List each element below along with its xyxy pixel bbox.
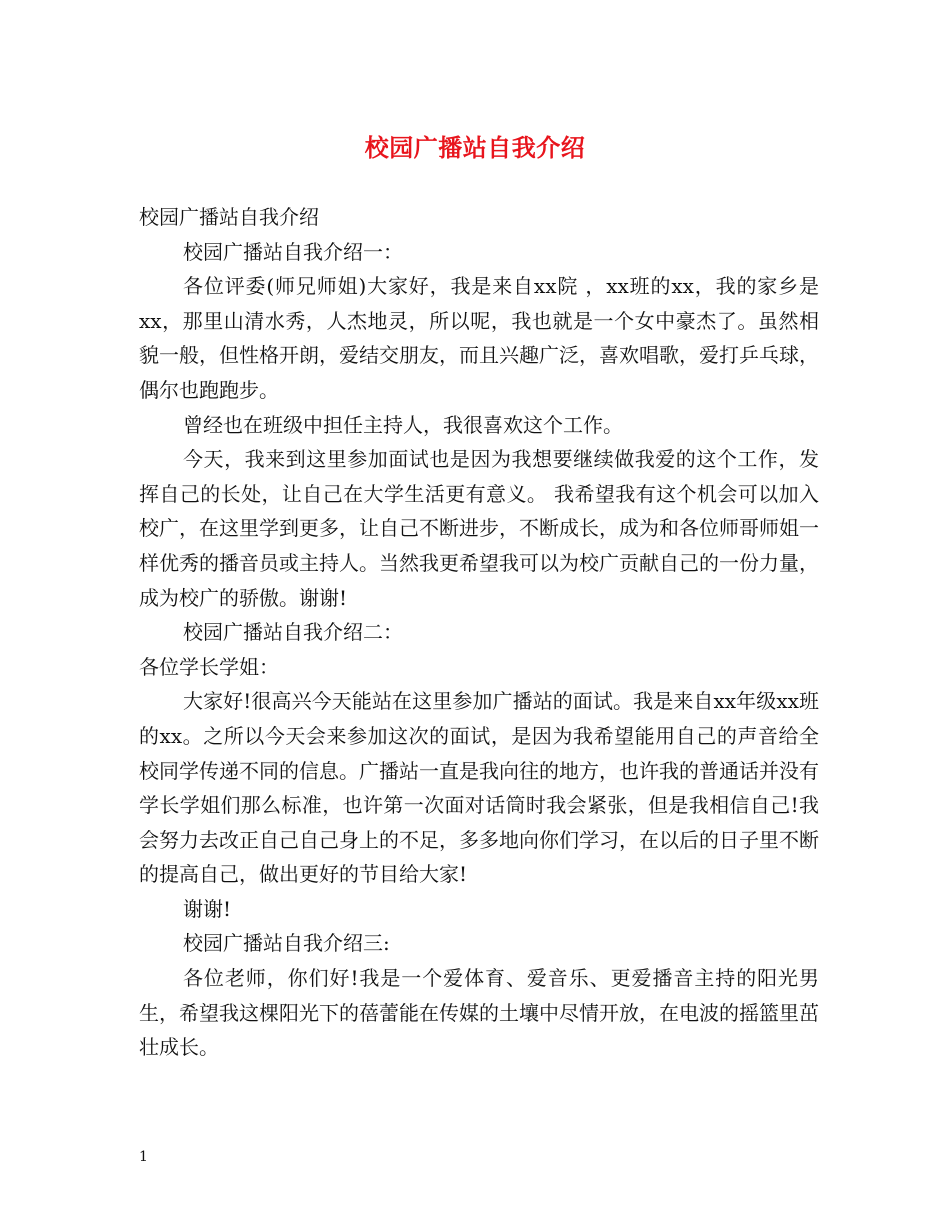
paragraph: 校园广播站自我介绍	[139, 205, 319, 229]
section-heading-1: 校园广播站自我介绍一：	[183, 239, 403, 264]
document-title: 校园广播站自我介绍	[364, 133, 586, 162]
paragraph: 曾经也在班级中担任主持人，我很喜欢这个工作。	[183, 412, 623, 437]
page-number: 1	[139, 1149, 148, 1165]
paragraph: 大家好!很高兴今天能站在这里参加广播站的面试。我是来自xx年级xx班的xx。之所以今天会来参加这次的面试，是因为我希望能用自己的声音给全校同学传递不同的信息。广播站一直是我向往的地方，也许我的普通话并没有学长学姐们那么标准，也许第一次面对话筒时我会紧张，但是我相信自己!我会努力去改正自己自己身上的不足，多多地向你们学习，在以后的日子里不断的提高自己，做出更好的节目给大家!	[139, 689, 819, 887]
paragraph: 今天，我来到这里参加面试也是因为我想要继续做我爱的这个工作，发挥自己的长处，让自己在大学生活更有意义。 我希望我有这个机会可以加入校广，在这里学到更多，让自己不断进步，不断成长，成为和各位师哥师姐一样优秀的播音员或主持人。当然我更希望我可以为校广贡献自己的一份力量，成为校广的骄傲。谢谢!	[139, 447, 819, 610]
paragraph: 谢谢!	[183, 896, 232, 921]
paragraph: 各位老师，你们好!我是一个爱体育、爱音乐、更爱播音主持的阳光男生，希望我这棵阳光下的蓓蕾能在传媒的土壤中尽情开放，在电波的摇篮里茁壮成长。	[139, 966, 819, 1060]
section-heading-2: 校园广播站自我介绍二：	[183, 620, 403, 645]
salutation: 各位学长学姐：	[139, 654, 279, 679]
paragraph: 各位评委(师兄师姐)大家好，我是来自xx院 ，xx班的xx，我的家乡是xx，那里山清水秀，人杰地灵，所以呢，我也就是一个女中豪杰了。虽然相貌一般，但性格开朗，爱结交朋友，而且兴趣广泛，喜欢唱歌，爱打乒乓球，偶尔也跑跑步。	[139, 274, 819, 402]
document-body	[139, 200, 819, 1065]
section-heading-3: 校园广播站自我介绍三:	[183, 931, 390, 956]
